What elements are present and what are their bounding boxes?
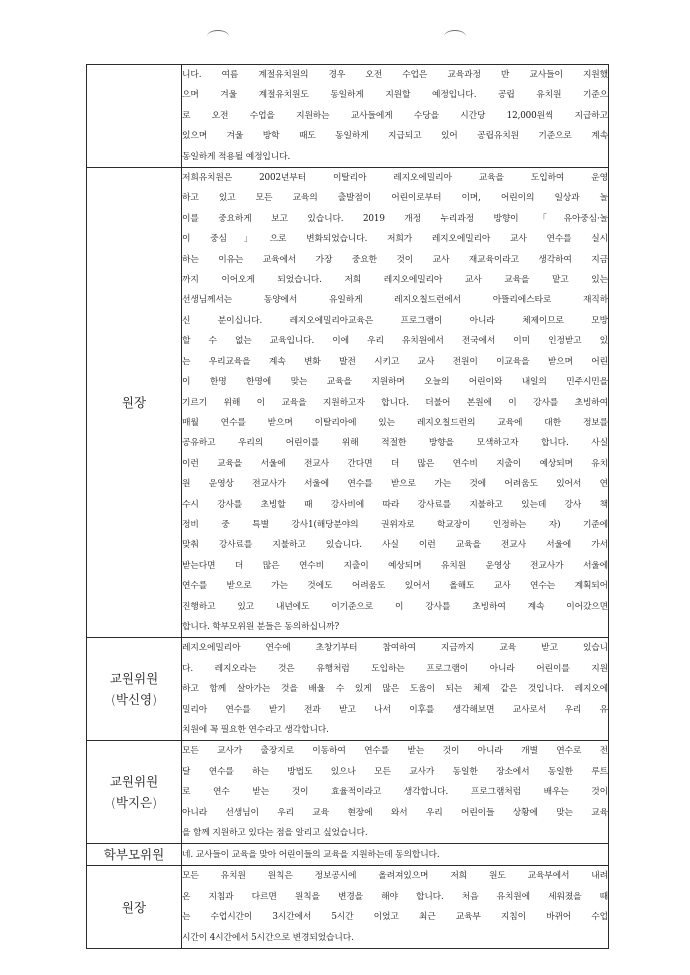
speaker-cell (87, 168, 182, 638)
speaker-cell (87, 844, 182, 866)
statement-line: 치원에 꼭 필요한 연수라고 생각합니다. (182, 725, 329, 735)
statement-line: 기르기 위해 이 교육을 지원하고자 합니다. 더불어 본원에 이 강사를 초빙하여 (182, 397, 608, 408)
statement-cell (182, 741, 609, 844)
statement-line: 는 우리교육을 계속 변화 발전 시키고 교사 전원이 이교육을 받으며 어린 (182, 356, 608, 367)
speaker-name: (박신영) (111, 692, 157, 708)
statement-line: 저희유치원은 2002년부터 이탈리아 레지오에밀리아 교육을 도입하여 운영 (182, 173, 608, 184)
speaker-role: 교원위원 (109, 671, 159, 687)
punch-hole-left (207, 30, 229, 43)
statement-line: 원 운영상 전교사가 서울에 연수를 받으로 가는 것에 어려움도 있어서 연 (182, 479, 608, 490)
minutes-row (87, 866, 609, 949)
statement-line: 이 중심」으로 변화되었습니다. 저희가 레지오에밀리아 교사 연수를 실시 (182, 234, 608, 245)
speaker-cell (87, 638, 182, 741)
statement-line: 모든 교사가 출장지로 이동하여 연수를 받는 것이 아니라 개별 연수로 전 (182, 746, 608, 757)
statement-line: 까지 이어오게 되었습니다. 저희 레지오에밀리아 교사 교육을 맡고 있는 (182, 275, 608, 286)
statement-line: 신 분이십니다. 레지오에밀리아교육은 프로그램이 아니라 체제이므로 모방 (182, 315, 608, 326)
statement-line: 있으며 겨울 방학 때도 동일하게 지급되고 있어 공립유치원 기준으로 계속 (182, 131, 608, 142)
minutes-row (87, 638, 609, 741)
statement-line: 로 연수 받는 것이 효율적이라고 생각합니다. 프로그램처럼 배우는 것이 (182, 787, 608, 798)
minutes-row (87, 844, 609, 866)
speaker-role: 학부모위원 (103, 847, 165, 863)
statement-cell (182, 866, 609, 949)
statement-line: 시간이 4시간에서 5시간으로 변경되었습니다. (182, 932, 354, 943)
statement-line: 아니라 선생님이 우리 교육 현장에 와서 우리 어린이들 상황에 맞는 교육 (182, 807, 608, 818)
meeting-minutes-table (86, 64, 609, 949)
minutes-body (87, 65, 609, 949)
statement-line: 모든 유치원 원칙은 정보공시에 올려져있으며 저희 원도 교육부에서 내려 (182, 871, 608, 882)
statement-line: 로 오전 수업을 지원하는 교사들에게 수당을 시간당 12,000원씩 지급하고 (182, 110, 608, 121)
minutes-row (87, 65, 609, 168)
statement-line: 네. 교사들이 교육을 맞아 어린이들의 교육을 지원하는데 동의합니다. (182, 849, 440, 860)
statement-line: 공유하고 우리의 어린이를 위해 적절한 방향을 모색하고자 합니다. 사실 (182, 438, 608, 449)
statement-line: 달 연수를 하는 방법도 있으나 모든 교사가 동일한 장소에서 동일한 루트 (182, 766, 608, 777)
statement-line: 으며 겨울 계절유치원도 동일하게 지원할 예정입니다. 공립 유치원 기준으 (182, 90, 608, 101)
speaker-cell (87, 741, 182, 844)
statement-line: 할 수 없는 교육입니다. 이에 우리 유치원에서 전국에서 이미 인정받고 있 (182, 336, 608, 347)
speaker-role: 교원위원 (109, 774, 159, 790)
statement-cell (182, 168, 609, 638)
statement-line: 선생님께서는 동양에서 유일하게 레지오칠드런에서 아뜰리에스타로 재직하 (182, 295, 608, 306)
statement-line: 진행하고 있고 내년에도 이기준으로 이 강사를 초빙하여 계속 이어갔으면 (182, 601, 608, 612)
statement-line: 온 지침과 다르면 원칙을 변경을 해야 합니다. 처음 유치원에 세워졌을 때 (182, 891, 608, 902)
statement-line: 정비 중 특별 강사1(해당분야의 권위자로 학교장이 인정하는 자) 기준에 (182, 519, 608, 530)
statement-cell (182, 65, 609, 168)
statement-line: 을 함께 지원하고 있다는 점을 알리고 싶었습니다. (182, 828, 368, 839)
statement-line: 매월 연수를 받으며 이탈리아에 있는 레지오칠드런의 교육에 대한 정보를 (182, 417, 608, 428)
speaker-cell (87, 866, 182, 949)
statement-line: 이를 중요하게 보고 있습니다. 2019 개정 누리과정 방향이 「유아중심·놀 (182, 213, 608, 224)
statement-cell (182, 844, 609, 866)
statement-line: 하는 이유는 교육에서 가장 중요한 것이 교사 재교육이라고 생각하여 지금 (182, 254, 608, 265)
statement-line: 이런 교육을 서울에 전교사 간다면 더 많은 연수비 지출이 예상되며 유치 (182, 458, 608, 469)
statement-line: 맞춰 강사료를 지불하고 있습니다. 사실 이런 교육을 전교사 서울에 가서 (182, 540, 608, 551)
statement-cell (182, 638, 609, 741)
statement-line: 니다. 여름 계절유치원의 경우 오전 수업은 교육과정 반 교사들이 지원했 (182, 70, 608, 80)
minutes-row (87, 168, 609, 638)
speaker-cell (87, 65, 182, 168)
statement-line: 이 한명 한명에 맞는 교육을 지원하며 오늘의 어린이와 내일의 민주시민을 (182, 377, 608, 388)
statement-line: 하고 함께 살아가는 것을 배울 수 있게 많은 도움이 되는 체제 같은 것입니다. 레지오에 (182, 684, 608, 695)
minutes-row (87, 741, 609, 844)
speaker-role: 원장 (121, 899, 147, 915)
speaker-role: 원장 (121, 395, 147, 411)
statement-line: 다. 레지오라는 것은 유행처럼 도입하는 프로그램이 아니라 어린이를 지원 (182, 663, 608, 674)
statement-line: 하고 있고 모든 교육의 출발점이 어린이로부터 이며, 어린이의 일상과 놀 (182, 193, 608, 204)
statement-line: 동일하게 적용될 예정입니다. (182, 151, 291, 162)
speaker-name: (박지은) (111, 795, 157, 811)
statement-line: 받는다면 더 많은 연수비 지출이 예상되며 유치원 운영상 전교사가 서울에 (182, 560, 608, 571)
statement-line: 연수를 받으로 가는 것에도 어려움도 있어서 올해도 교사 연수는 계획되어 (182, 581, 608, 592)
punch-hole-right (444, 30, 466, 43)
statement-line: 밀리아 연수를 받기 전과 받고 나서 이후를 생각해보면 교사로서 우리 유 (182, 704, 608, 715)
statement-line: 수시 강사를 초빙할 때 강사비에 따라 강사료를 지불하고 있는데 강사 책 (182, 499, 608, 510)
statement-line: 는 수업시간이 3시간에서 5시간 이었고 최근 교육부 지침이 바뀌어 수업 (182, 912, 608, 923)
statement-line: 합니다. 학부모위원 분들은 동의하십니까? (182, 621, 340, 632)
statement-line: 레지오에밀리아 연수에 초창기부터 참여하여 지금까지 교육 받고 있습니 (182, 643, 608, 654)
